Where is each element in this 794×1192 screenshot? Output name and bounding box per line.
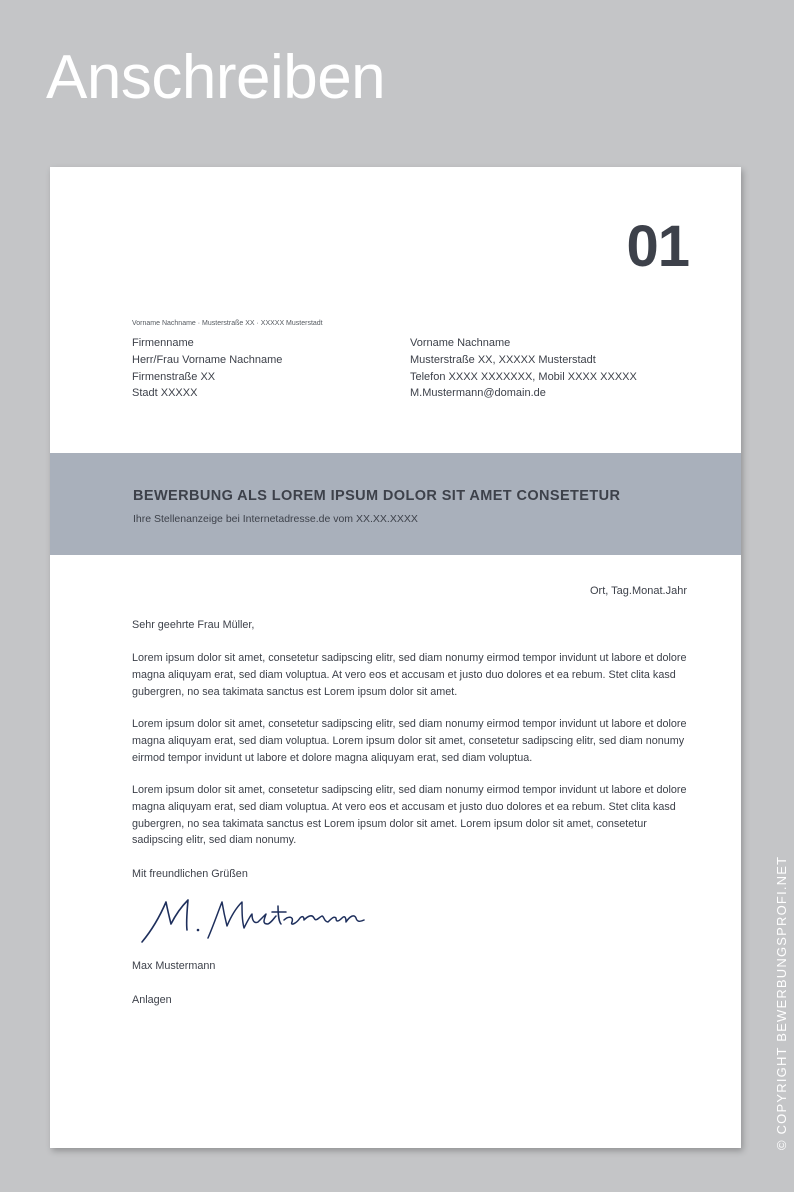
page-heading: Anschreiben xyxy=(46,43,386,112)
recipient-street: Firmenstraße XX xyxy=(132,370,216,383)
subject-title: BEWERBUNG ALS LOREM IPSUM DOLOR SIT AMET CONSETETUR xyxy=(133,488,621,504)
handwritten-signature xyxy=(138,894,368,946)
recipient-contact: Herr/Frau Vorname Nachname xyxy=(132,353,283,366)
recipient-address xyxy=(132,335,282,402)
sender-street: Musterstraße XX, XXXXX Musterstadt xyxy=(410,353,596,366)
signer-name: Max Mustermann xyxy=(132,960,216,972)
page-number: 01 xyxy=(626,214,689,279)
sender-email: M.Mustermann@domain.de xyxy=(410,387,546,400)
body-paragraph: Lorem ipsum dolor sit amet, consetetur sadipscing elitr, sed diam nonumy eirmod tempor invidunt ut labore et dolore magna aliquyam erat, sed diam voluptua. At vero eos et accusam et justo duo dolores et ea rebum. Stet clita kasd gubergren, no sea takimata sanctus est Lorem ipsum dolor sit amet. xyxy=(132,652,687,698)
body-paragraph: Lorem ipsum dolor sit amet, consetetur sadipscing elitr, sed diam nonumy eirmod tempor invidunt ut labore et dolore magna aliquyam erat, sed diam voluptua. Lorem ipsum dolor sit amet, consetetur sadipscing elitr, sed diam nonumy eirmod tempor invidunt ut labore et dolore magna aliquyam erat, sed diam voluptua. xyxy=(132,718,687,764)
attachments-label: Anlagen xyxy=(132,994,172,1006)
recipient-company: Firmenname xyxy=(132,337,194,349)
copyright-note: © COPYRIGHT BEWERBUNGSPROFI.NET xyxy=(774,855,789,1150)
sender-return-line: Vorname Nachname · Musterstraße XX · XXXXX Musterstadt xyxy=(132,320,323,327)
recipient-city: Stadt XXXXX xyxy=(132,387,198,400)
sender-name: Vorname Nachname xyxy=(410,337,511,349)
subject-band xyxy=(50,453,741,555)
salutation: Sehr geehrte Frau Müller, xyxy=(132,619,255,631)
letter-sheet xyxy=(50,167,741,1148)
date-line: Ort, Tag.Monat.Jahr xyxy=(589,585,687,597)
subject-subtitle: Ihre Stellenanzeige bei Internetadresse.de vom XX.XX.XXXX xyxy=(133,513,418,525)
closing: Mit freundlichen Grüßen xyxy=(132,868,248,880)
sender-phone: Telefon XXXX XXXXXXX, Mobil XXXX XXXXX xyxy=(410,370,637,383)
body-paragraph: Lorem ipsum dolor sit amet, consetetur sadipscing elitr, sed diam nonumy eirmod tempor invidunt ut labore et dolore magna aliquyam erat, sed diam voluptua. At vero eos et accusam et justo duo dolores et ea rebum. Stet clita kasd gubergren, no sea takimata sanctus est Lorem ipsum dolor sit amet. Lorem ipsum dolor sit amet, consetetur sadipscing elitr, sed diam nonumy. xyxy=(132,784,687,847)
sender-address xyxy=(410,335,637,402)
